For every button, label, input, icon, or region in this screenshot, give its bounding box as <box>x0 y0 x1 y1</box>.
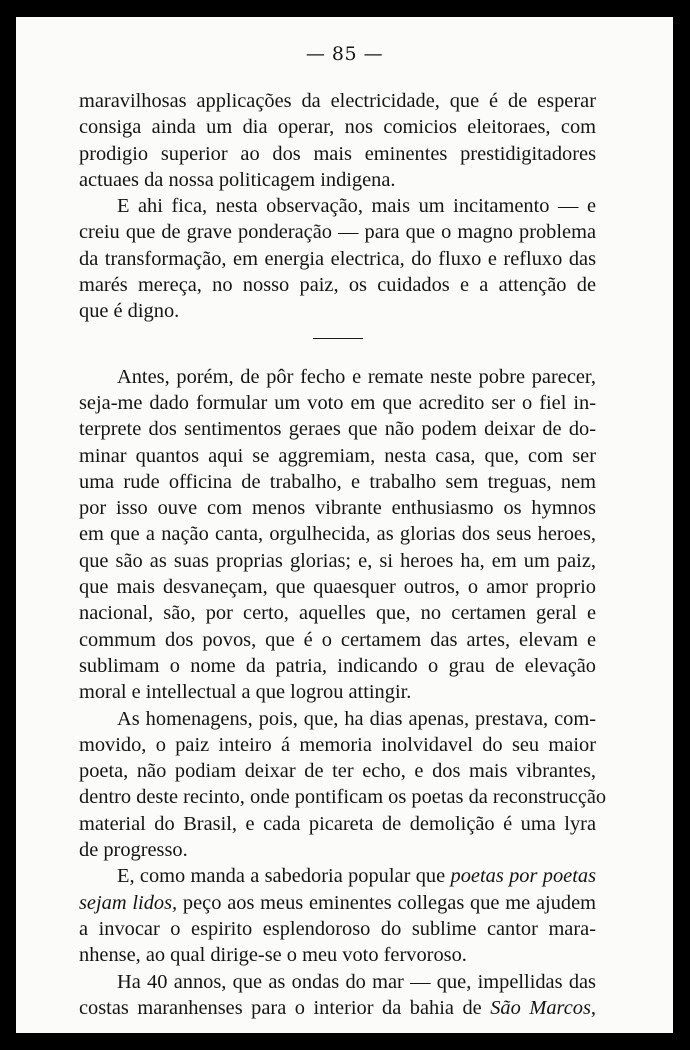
body-text <box>79 88 607 1021</box>
text-line: nhense, ao qual dirige-se o meu voto fervoroso. <box>79 944 467 967</box>
text-line: As homenagens, pois, que, ha dias apenas, prestava, com- <box>117 707 596 730</box>
text-line: terprete dos sentimentos geraes que não podem deixar de do- <box>79 418 596 441</box>
text-line: Antes, porém, de pôr fecho e remate neste pobre parecer, <box>117 365 596 388</box>
text-line: da transformação, em energia electrica, do fluxo e refluxo das <box>79 247 596 270</box>
text-run: costas maranhenses para o interior da bahia de <box>79 996 491 1019</box>
text-line: commum dos povos, que é o certamem das artes, elevam e <box>79 628 596 651</box>
text-run: E, como manda a sabedoria popular que <box>117 865 451 888</box>
text-line: dentro deste recinto, onde pontificam os poetas da reconstrucção <box>79 786 607 809</box>
text-line: actuaes da nossa politicagem indigena. <box>79 168 396 191</box>
text-line: moral e intellectual a que logrou attingir. <box>79 681 412 704</box>
italic-place-name: São Marcos <box>490 996 591 1019</box>
text-line <box>79 995 596 1021</box>
text-line: material do Brasil, e cada picareta de demolição é uma lyra <box>79 812 596 835</box>
text-line: movido, o paiz inteiro á memoria inolvidavel do seu maior <box>79 733 596 756</box>
text-line: E ahi fica, nesta observação, mais um incitamento — e <box>117 195 596 218</box>
text-line: prodigio superior ao dos mais eminentes prestidigitadores <box>79 142 596 165</box>
book-page <box>16 17 673 1033</box>
paragraph <box>79 193 596 324</box>
text-line <box>79 863 596 889</box>
paragraph <box>79 969 596 1022</box>
text-line: que mais desvaneçam, que quaesquer outros, o amor proprio <box>79 576 596 599</box>
text-line: por isso ouve com menos vibrante enthusiasmo os hymnos <box>79 497 596 520</box>
text-run: peço aos meus eminentes collegas que me ajudem <box>177 891 596 914</box>
text-line <box>79 890 596 916</box>
text-line: maravilhosas applicações da electricidade, que é de esperar <box>79 90 596 112</box>
paragraph <box>79 88 596 193</box>
text-line: nacional, são, por certo, aquelles que, no certamen geral e <box>79 602 596 625</box>
text-line: consiga ainda um dia operar, nos comicios eleitoraes, com <box>79 116 596 139</box>
paragraph <box>79 863 596 968</box>
section-divider <box>313 338 363 339</box>
text-line: uma rude officina de trabalho, e trabalho sem treguas, nem <box>79 470 596 493</box>
text-line: minar quantos aqui se aggremiam, nesta casa, que, com ser <box>79 444 596 467</box>
text-line: a invocar o espirito esplendoroso do sublime cantor mara- <box>79 917 596 940</box>
italic-quote: poetas por poetas <box>450 865 596 888</box>
text-line: poeta, não podiam deixar de ter echo, e dos mais vibrantes, <box>79 760 596 783</box>
text-line: creiu que de grave ponderação — para que o magno problema <box>79 221 596 244</box>
text-line: que é digno. <box>79 300 180 323</box>
page-number: — 85 — <box>305 43 384 65</box>
text-run: , <box>590 996 596 1019</box>
text-line: seja-me dado formular um voto em que acredito ser o fiel in- <box>79 391 596 414</box>
text-line: em que a nação canta, orgulhecida, as glorias dos seus heroes, <box>79 523 596 546</box>
paragraph <box>79 706 607 864</box>
text-line: que são as suas proprias glorias; e, si heroes ha, em um paiz, <box>79 549 596 572</box>
italic-quote: sejam lidos, <box>79 891 178 914</box>
text-line: Ha 40 annos, que as ondas do mar — que, impellidas das <box>117 970 596 993</box>
text-line: de progresso. <box>79 839 188 862</box>
text-line: sublimam o nome da patria, indicando o grau de elevação <box>79 654 596 677</box>
text-line: marés mereça, no nosso paiz, os cuidados e a attenção de <box>79 274 596 297</box>
paragraph <box>79 364 596 706</box>
